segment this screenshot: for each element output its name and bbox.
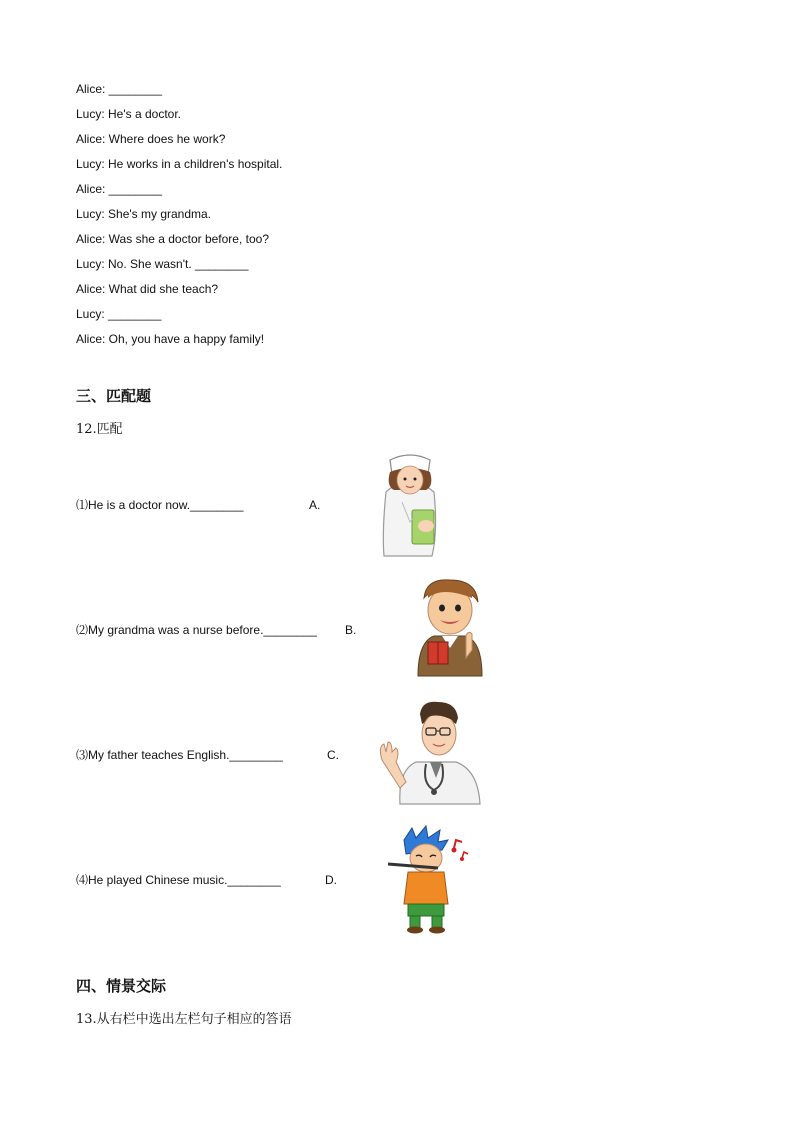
boy-reading-picture xyxy=(412,576,488,678)
question-title: 13.从右栏中选出左栏句子相应的答语 xyxy=(76,1012,292,1027)
dialogue-line: Lucy: She's my grandma. xyxy=(76,207,212,221)
match-item-text: ⑴He is a doctor now.________ xyxy=(76,498,244,512)
dialogue-line: Alice: ________ xyxy=(76,82,163,96)
question-title: 12.匹配 xyxy=(76,422,123,437)
dialogue-line: Alice: ________ xyxy=(76,182,163,196)
nurse-picture xyxy=(372,452,448,558)
match-item-text: ⑷He played Chinese music.________ xyxy=(76,873,281,887)
match-option-letter: D. xyxy=(325,873,337,887)
dialogue-line: Alice: Was she a doctor before, too? xyxy=(76,232,269,246)
dialogue-line: Alice: What did she teach? xyxy=(76,282,219,296)
match-option-letter: C. xyxy=(327,748,339,762)
dialogue-line: Lucy: ________ xyxy=(76,307,162,321)
dialogue-line: Lucy: He works in a children's hospital. xyxy=(76,157,283,171)
match-item-text: ⑶My father teaches English.________ xyxy=(76,748,283,762)
match-option-letter: B. xyxy=(345,623,357,637)
dialogue-line: Lucy: He's a doctor. xyxy=(76,107,182,121)
flute-player-picture xyxy=(382,824,470,934)
dialogue-line: Alice: Oh, you have a happy family! xyxy=(76,332,265,346)
section-heading: 三、匹配题 xyxy=(76,387,152,405)
dialogue-line: Alice: Where does he work? xyxy=(76,132,226,146)
doctor-picture xyxy=(376,700,484,806)
match-option-letter: A. xyxy=(309,498,321,512)
dialogue-line: Lucy: No. She wasn't. ________ xyxy=(76,257,249,271)
match-item-text: ⑵My grandma was a nurse before.________ xyxy=(76,623,317,637)
section-heading: 四、情景交际 xyxy=(76,977,167,995)
